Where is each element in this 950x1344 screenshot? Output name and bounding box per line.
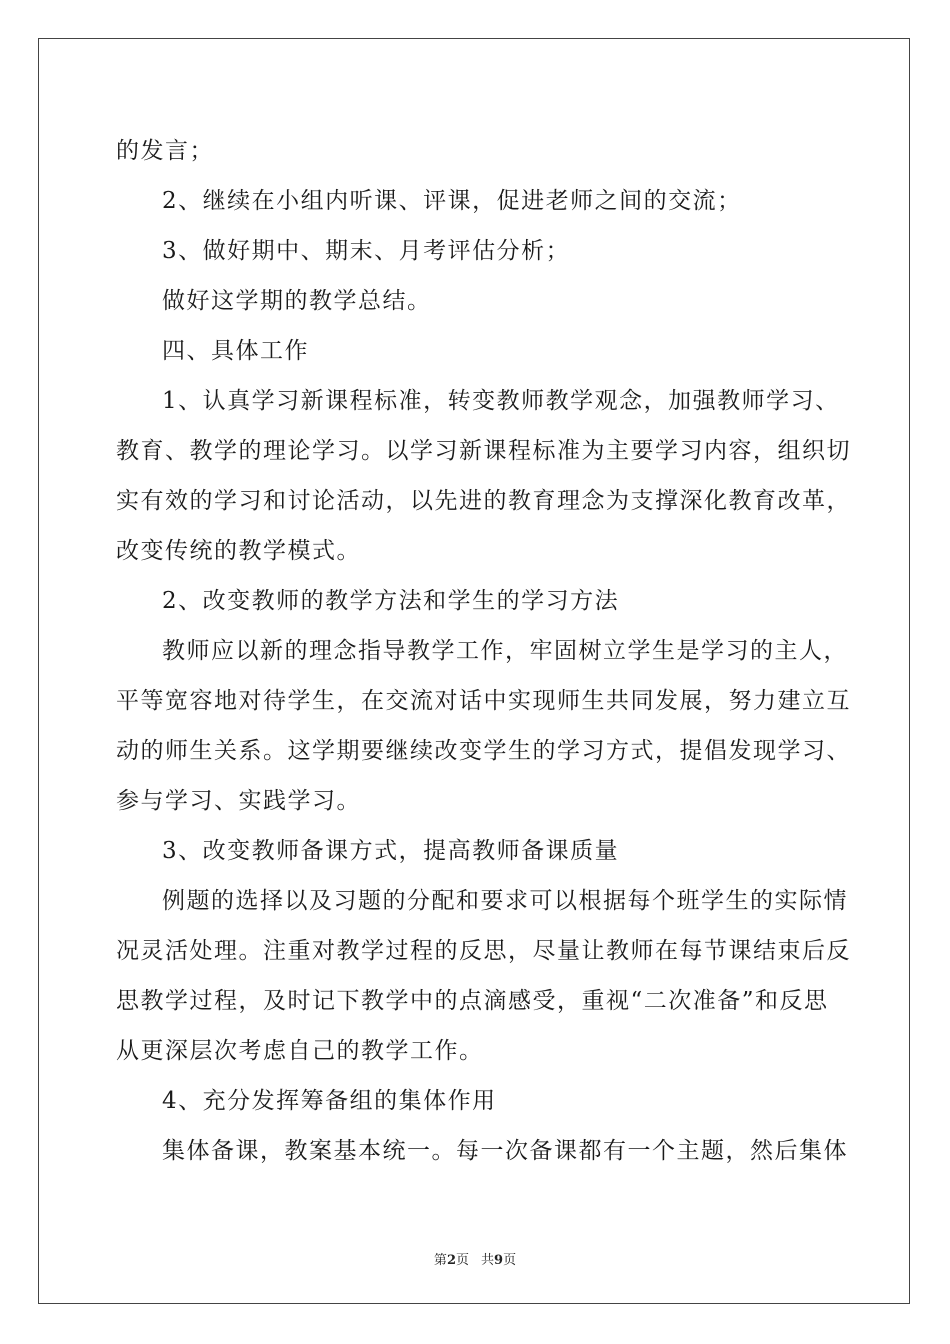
text-line: 教师应以新的理念指导教学工作，牢固树立学生是学习的主人，: [162, 638, 848, 664]
subsection-heading: 2、改变教师的教学方法和学生的学习方法: [162, 588, 620, 614]
current-page-number: 2: [446, 1253, 456, 1268]
total-suffix: 页: [503, 1253, 517, 1268]
text-line: 实有效的学习和讨论活动，以先进的教育理念为支撑深化教育改革，: [116, 488, 851, 514]
text-line: 1、认真学习新课程标准，转变教师教学观念，加强教师学习、: [162, 388, 840, 414]
subsection-heading: 4、充分发挥筹备组的集体作用: [162, 1088, 497, 1114]
text-line: 3、做好期中、期末、月考评估分析；: [162, 238, 571, 264]
text-line: 从更深层次考虑自己的教学工作。: [116, 1038, 484, 1064]
text-line: 做好这学期的教学总结。: [162, 288, 432, 314]
total-page-number: 9: [494, 1253, 504, 1268]
text-line: 的发言；: [116, 138, 214, 164]
text-line: 改变传统的教学模式。: [116, 538, 361, 564]
text-line: 平等宽容地对待学生，在交流对话中实现师生共同发展，努力建立互: [116, 688, 851, 714]
total-prefix: 共: [481, 1253, 495, 1268]
text-line: 思教学过程，及时记下教学中的点滴感受，重视“二次准备”和反思: [116, 988, 829, 1014]
document-body: [116, 126, 851, 1176]
page-suffix: 页: [455, 1253, 469, 1268]
text-line: 例题的选择以及习题的分配和要求可以根据每个班学生的实际情: [162, 888, 848, 914]
text-line: 教育、教学的理论学习。以学习新课程标准为主要学习内容，组织切: [116, 438, 851, 464]
subsection-heading: 3、改变教师备课方式，提高教师备课质量: [162, 838, 620, 864]
text-line: 动的师生关系。这学期要继续改变学生的学习方式，提倡发现学习、: [116, 738, 851, 764]
text-line: 2、继续在小组内听课、评课，促进老师之间的交流；: [162, 188, 742, 214]
text-line: 集体备课，教案基本统一。每一次备课都有一个主题，然后集体: [162, 1138, 848, 1164]
section-heading: 四、具体工作: [162, 338, 309, 364]
text-line: 参与学习、实践学习。: [116, 788, 361, 814]
page-prefix: 第: [433, 1253, 447, 1268]
page-footer: [0, 1249, 950, 1268]
text-line: 况灵活处理。注重对教学过程的反思，尽量让教师在每节课结束后反: [116, 938, 851, 964]
